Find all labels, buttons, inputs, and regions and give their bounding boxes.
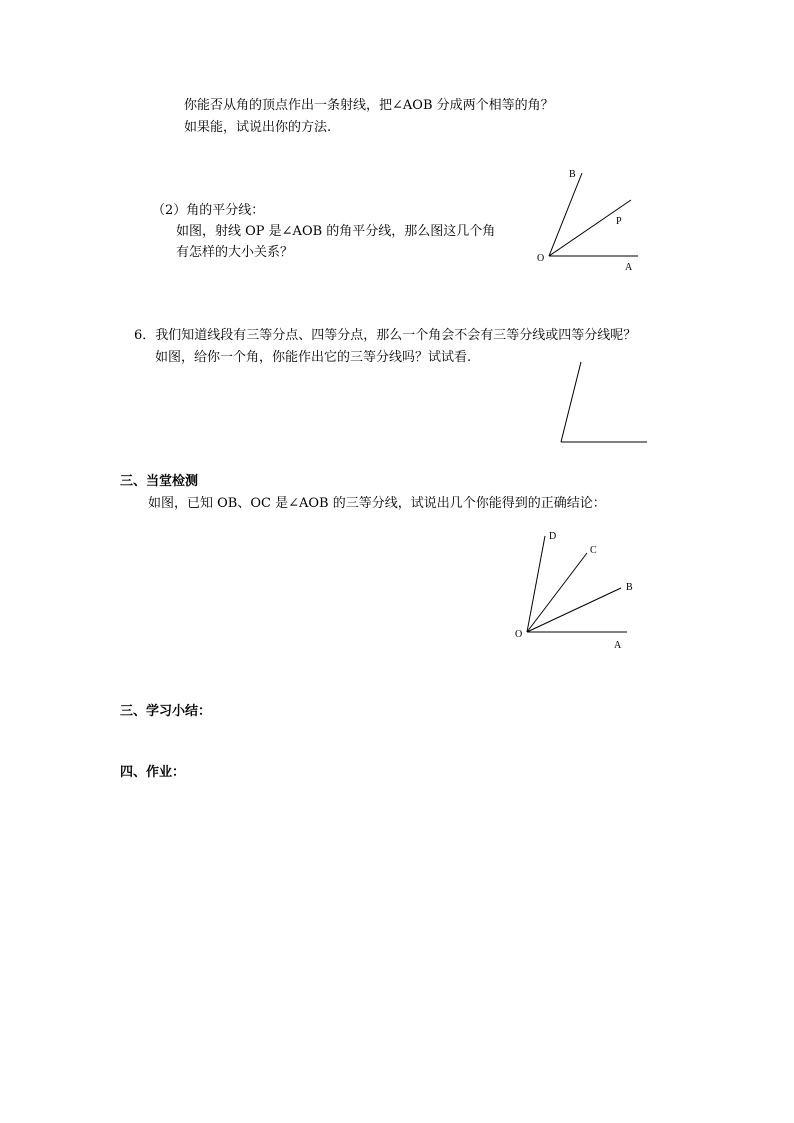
label-o-2: O: [515, 629, 523, 640]
ray-op: [549, 200, 631, 256]
label-b: B: [569, 169, 576, 180]
label-b-2: B: [626, 582, 633, 593]
label-o: O: [537, 253, 545, 264]
q6-line-1: 6．我们知道线段有三等分点、四等分点，那么一个角会不会有三等分线或四等分线呢？: [134, 328, 637, 343]
label-d: D: [549, 531, 557, 542]
bisector-line-1: 如图，射线 OP 是∠AOB 的角平分线，那么图这几个角: [176, 224, 496, 239]
label-c: C: [590, 545, 597, 556]
bisector-line-2: 有怎样的大小关系？: [176, 245, 294, 260]
label-p: P: [616, 216, 622, 227]
trisector-figure: [515, 531, 633, 651]
ray-ob: [549, 173, 582, 256]
intro-line-1: 你能否从角的顶点作出一条射线，把∠AOB 分成两个相等的角？: [184, 98, 554, 113]
label-a: A: [625, 262, 633, 273]
ray-oc: [527, 553, 587, 632]
bisector-figure: [537, 169, 638, 273]
homework-heading: 四、作业：: [120, 765, 186, 780]
ray-ob-2: [527, 588, 621, 632]
ray-od: [527, 536, 545, 632]
summary-heading: 三、学习小结：: [120, 704, 212, 719]
label-a-2: A: [614, 640, 622, 651]
check-heading: 三、当堂检测: [120, 474, 199, 489]
plain-angle-side: [561, 362, 581, 442]
check-line-1: 如图，已知 OB、OC 是∠AOB 的三等分线，试说出几个你能得到的正确结论：: [148, 496, 606, 511]
plain-angle-figure: [561, 362, 647, 442]
bisector-heading: （2）角的平分线：: [152, 203, 265, 218]
q6-line-2: 如图，给你一个角，你能作出它的三等分线吗？试试看.: [155, 350, 472, 365]
intro-line-2: 如果能，试说出你的方法.: [184, 120, 332, 135]
